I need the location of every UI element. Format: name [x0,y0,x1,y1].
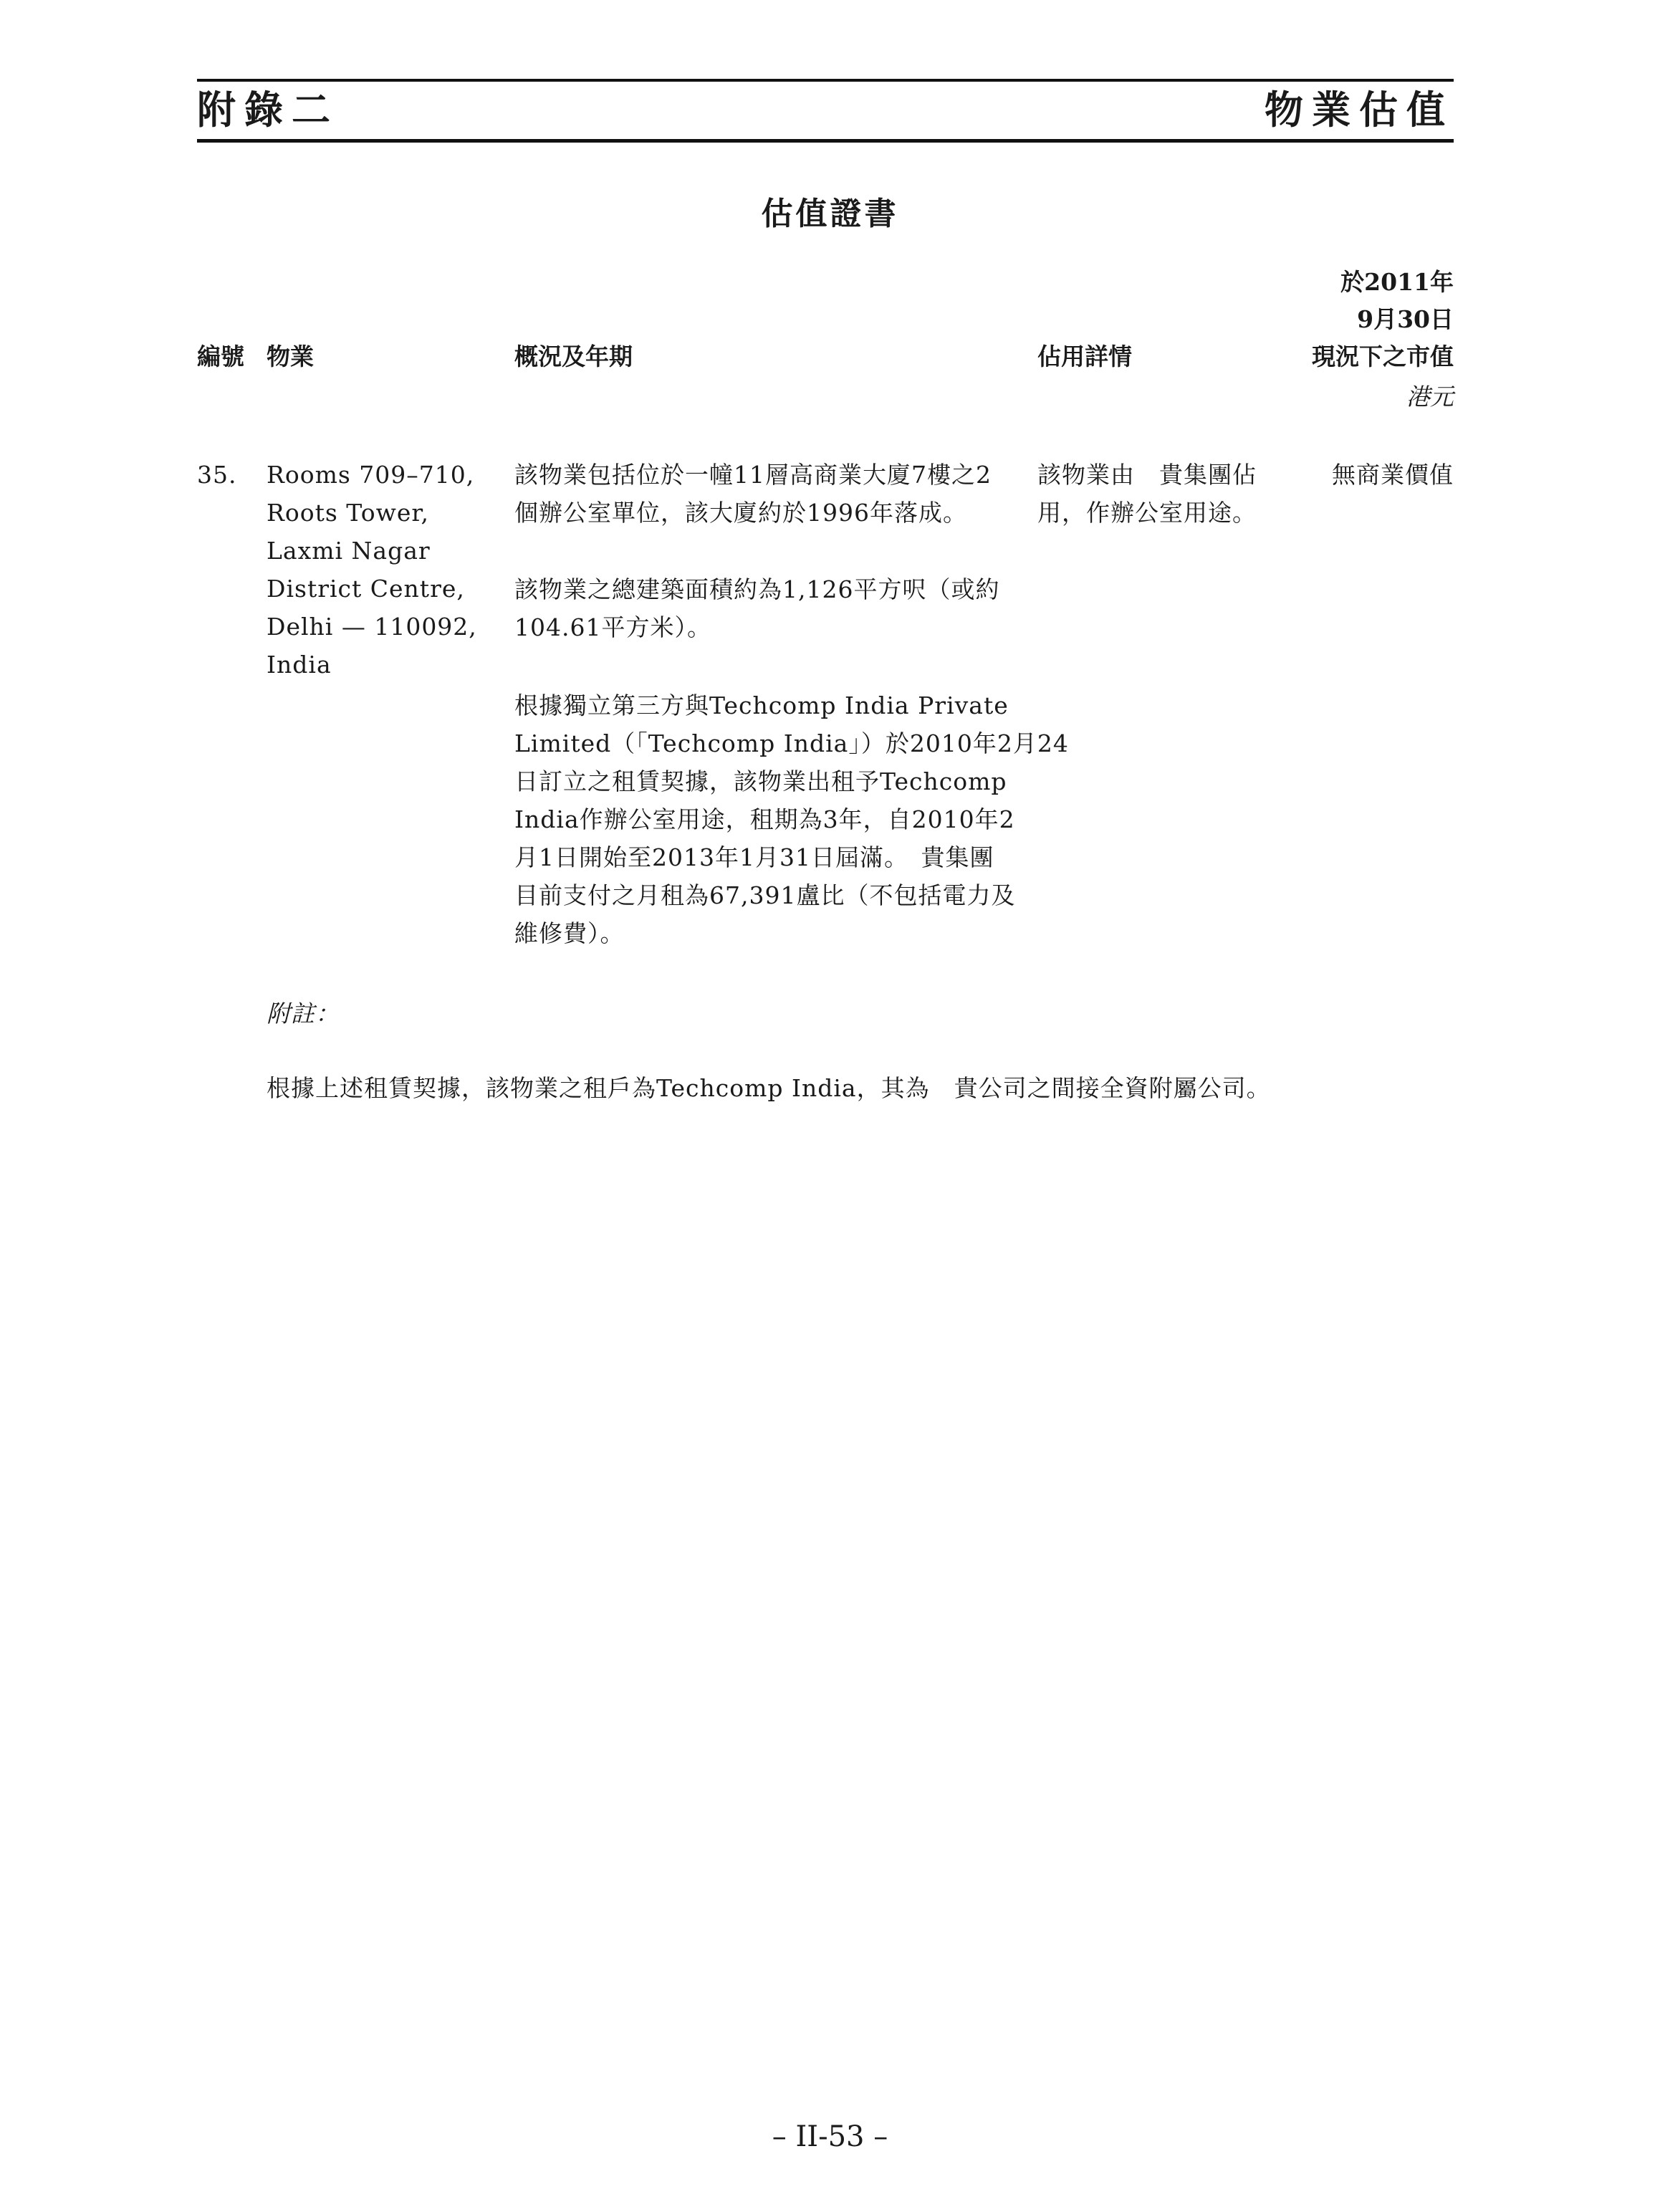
market-value: 無商業價值 [1332,461,1454,489]
value-header-line-2: 9月30日 [1357,305,1454,333]
description-line: 月1日開始至2013年1月31日屆滿。 貴集團 [514,843,994,871]
occupancy-line: 用，作辦公室用途。 [1037,499,1257,527]
description-line: Limited（「Techcomp India」）於2010年2月24 [514,729,1069,757]
currency-unit: 港元 [1406,383,1454,411]
description-line: 維修費）。 [514,919,625,947]
header-top-rule [197,79,1454,82]
description-line: India作辦公室用途，租期為3年，自2010年2 [514,805,1015,833]
occupancy-line: 該物業由 貴集團佔 [1037,461,1257,489]
occupancy-details [1037,456,1257,532]
property-line: Delhi — 110092, [267,613,477,641]
description-line: 個辦公室單位，該大廈約於1996年落成。 [514,499,967,527]
description-line: 該物業包括位於一幢11層高商業大廈7樓之2 [514,461,992,489]
value-header-line-1: 於2011年 [1340,268,1454,296]
header-bottom-rule [197,139,1454,143]
property-line: India [267,651,332,679]
column-header-description: 概況及年期 [514,343,633,370]
description-paragraph-2 [514,570,999,646]
property-line: Laxmi Nagar [267,537,431,565]
note-label: 附註： [267,1000,340,1028]
description-line: 104.61平方米）。 [514,613,711,641]
property-line: Roots Tower, [267,499,429,527]
description-line: 目前支付之月租為67,391盧比（不包括電力及 [514,881,1016,909]
description-line: 日訂立之租賃契據，該物業出租予Techcomp [514,767,1007,795]
column-header-property: 物業 [267,343,314,370]
page-number: – II-53 – [772,2120,888,2153]
note-text: 根據上述租賃契據，該物業之租戶為Techcomp India，其為 貴公司之間接全資附屬公司。 [267,1074,1271,1102]
description-line: 該物業之總建築面積約為1,126平方呎（或約 [514,575,1000,603]
row-number: 35. [197,461,237,489]
description-paragraph-1 [514,456,992,532]
section-label: 物業估值 [1265,87,1454,133]
description-line: 根據獨立第三方與Techcomp India Private [514,691,1009,719]
description-paragraph-3 [514,686,1069,952]
column-header-no: 編號 [197,343,244,370]
column-header-occupancy: 佔用詳情 [1037,343,1132,370]
appendix-label: 附錄二 [197,87,339,133]
property-line: District Centre, [267,575,465,603]
property-line: Rooms 709–710, [267,461,475,489]
document-title: 估值證書 [761,196,899,232]
column-header-value [1312,264,1454,375]
value-header-line-3: 現況下之市值 [1312,343,1454,370]
property-address [267,456,477,684]
